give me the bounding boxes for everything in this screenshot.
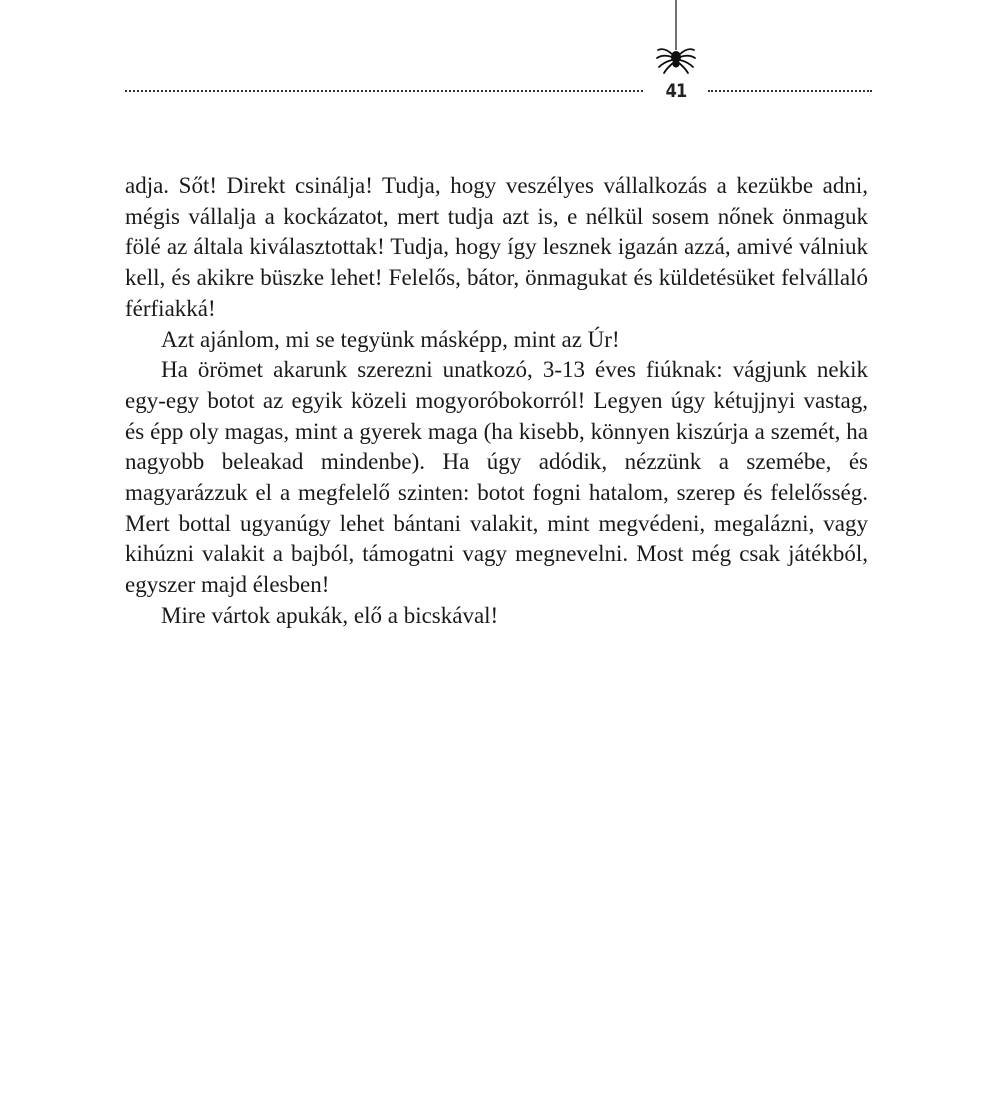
hanging-spider-icon [650, 0, 702, 76]
page-header [0, 0, 993, 110]
paragraph: adja. Sőt! Direkt csinálja! Tudja, hogy veszélyes vállalkozás a kezükbe adni, mégis vállalja a kockázatot, mert tudja azt is, e nélkül sosem nőnek önmaguk fölé az általa kiválasztottak! Tudja, hogy így lesznek igazán azzá, amivé válniuk kell, és akikre büszke lehet! Felelős, bátor, önmagukat és küldetésüket felvállaló férfiakká! [125, 173, 868, 321]
paragraph: Ha örömet akarunk szerezni unatkozó, 3-13 éves fiúknak: vágjunk nekik egy-egy botot az egyik közeli mogyoróbokorról! Legyen úgy kétujjnyi vastag, és épp oly magas, mint a gyerek maga (ha kisebb, könnyen kiszúrja a szemét, ha nagyobb beleakad mindenbe). Ha úgy adódik, nézzünk a szemébe, és magyarázzuk el a megfelelő szinten: botot fogni hatalom, szerep és felelősség. Mert bottal ugyanúgy lehet bántani valakit, mint megvédeni, megalázni, vagy kihúzni valakit a bajból, támogatni vagy megnevelni. Most még csak játékból, egyszer majd élesben! [125, 357, 868, 598]
page-number: 41 [665, 80, 687, 102]
header-rule-left [125, 90, 643, 92]
header-rule-right [708, 90, 872, 92]
paragraph: Mire vártok apukák, elő a bicskával! [161, 602, 499, 628]
paragraph: Azt ajánlom, mi se tegyünk másképp, mint az Úr! [161, 326, 620, 352]
body-text [125, 171, 868, 632]
